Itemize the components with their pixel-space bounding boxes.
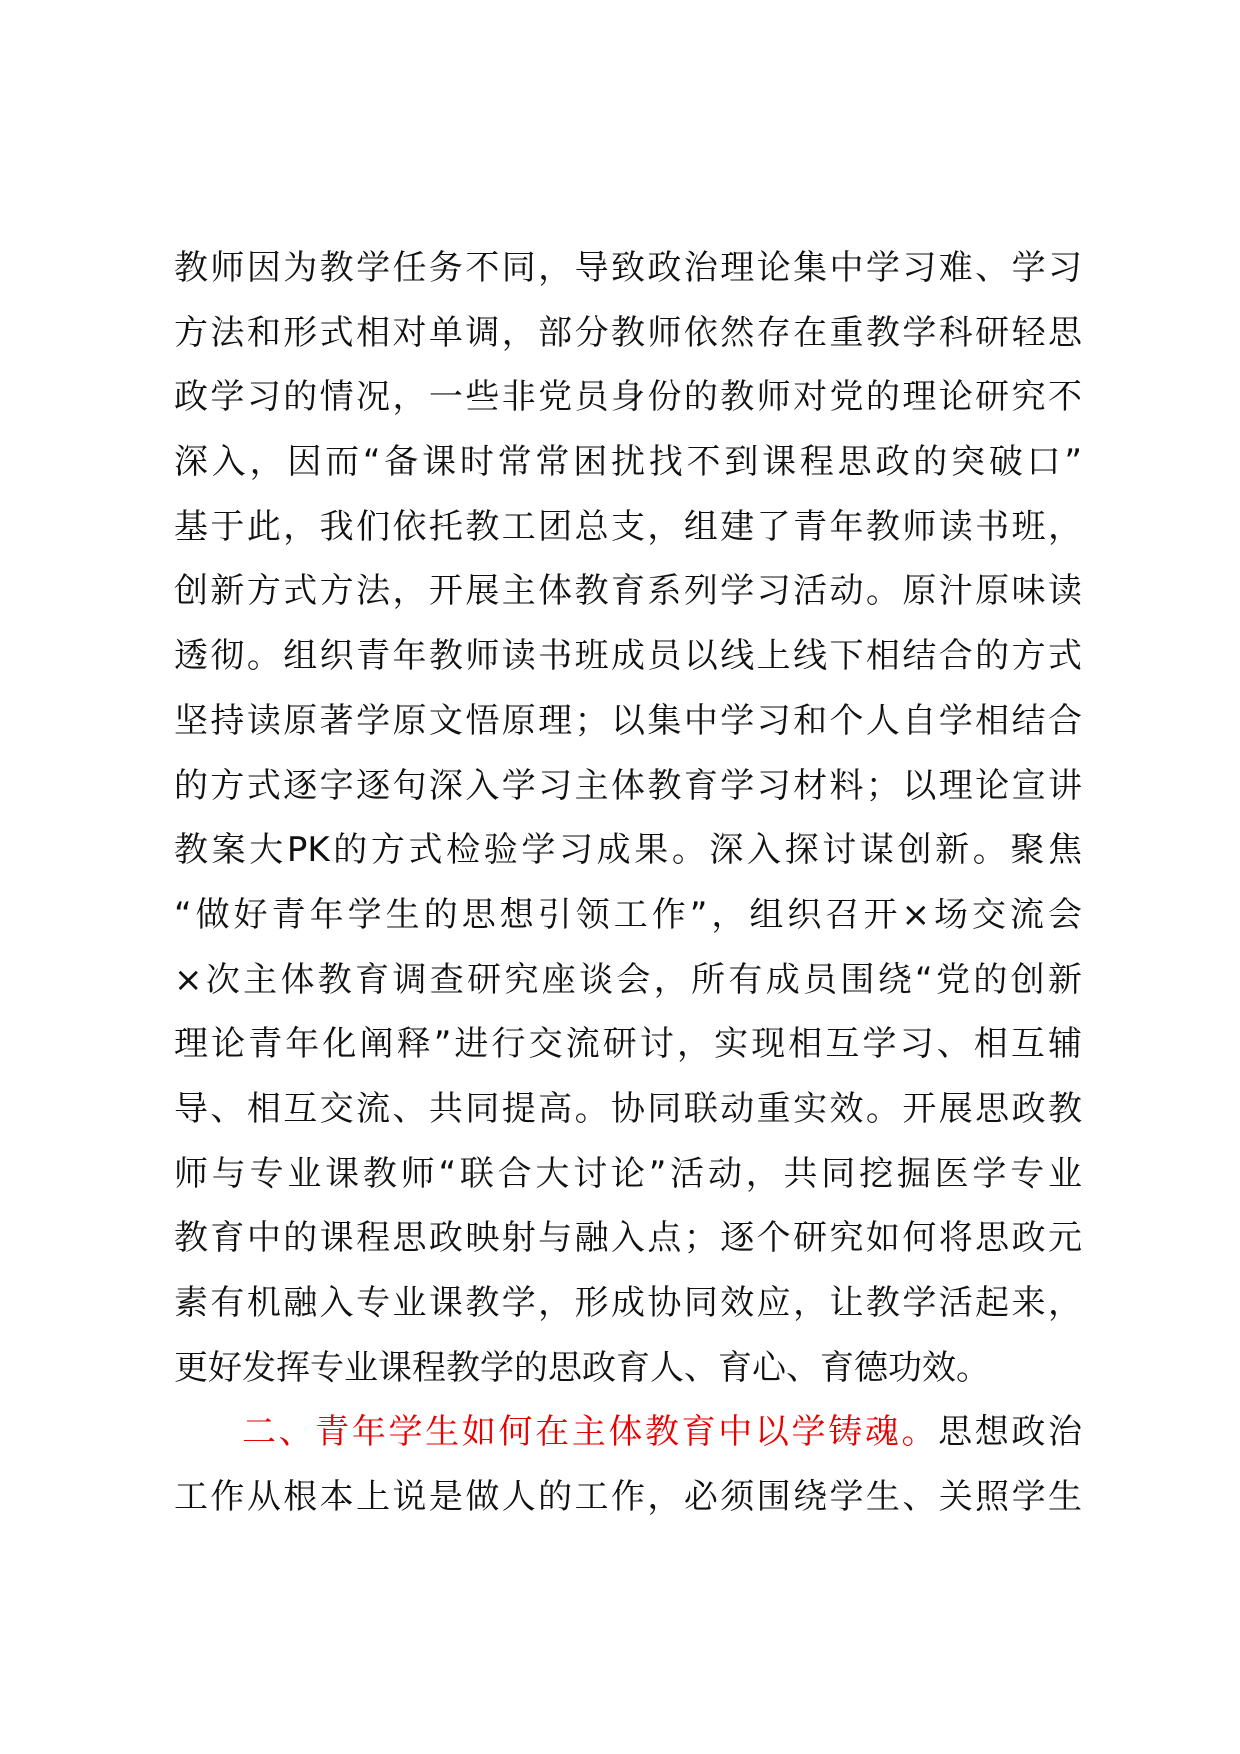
body-line: 素有机融入专业课教学，形成协同效应，让教学活起来， [174, 1283, 1082, 1323]
body-line: 更好发挥专业课程教学的思政育人、育心、育德功效。 [174, 1347, 990, 1388]
body-line: 的方式逐字逐句深入学习主体教育学习材料；以理论宣讲 [174, 765, 1082, 806]
body-line: 工作从根本上说是做人的工作，必须围绕学生、关照学生 [174, 1477, 1082, 1518]
body-line: 教育中的课程思政映射与融入点；逐个研究如何将思政元 [174, 1218, 1082, 1259]
body-line: 基于此，我们依托教工团总支，组建了青年教师读书班， [174, 506, 1082, 547]
body-line: 导、相互交流、共同提高。协同联动重实效。开展思政教 [174, 1088, 1082, 1129]
body-line: 方法和形式相对单调，部分教师依然存在重教学科研轻思 [174, 312, 1082, 353]
body-line: 创新方式方法，开展主体教育系列学习活动。原汁原味读 [174, 571, 1082, 612]
body-line: 坚持读原著学原文悟原理；以集中学习和个人自学相结合 [174, 700, 1082, 741]
body-line: 师与专业课教师“联合大讨论”活动，共同挖掘医学专业 [174, 1153, 1082, 1194]
body-line: 政学习的情况，一些非党员身份的教师对党的理论研究不 [174, 377, 1082, 418]
body-line: 透彻。组织青年教师读书班成员以线上线下相结合的方式 [174, 636, 1082, 677]
document-body [174, 236, 1082, 1530]
section-heading-continuation: 思想政治 [938, 1412, 1083, 1453]
body-line: 深入，因而“备课时常常困扰找不到课程思政的突破口” [174, 442, 1082, 483]
body-line: 理论青年化阐释”进行交流研讨，实现相互学习、相互辅 [174, 1024, 1082, 1065]
section-heading: 二、青年学生如何在主体教育中以学铸魂。 [242, 1412, 939, 1453]
body-line: ×次主体教育调查研究座谈会，所有成员围绕“党的创新 [174, 959, 1082, 1000]
body-line: 教案大PK的方式检验学习成果。深入探讨谋创新。聚焦 [174, 830, 1082, 871]
body-line: 教师因为教学任务不同，导致政治理论集中学习难、学习 [174, 248, 1082, 288]
section-heading-line [174, 1400, 1082, 1465]
body-line: “做好青年学生的思想引领工作”，组织召开×场交流会 [174, 894, 1082, 935]
